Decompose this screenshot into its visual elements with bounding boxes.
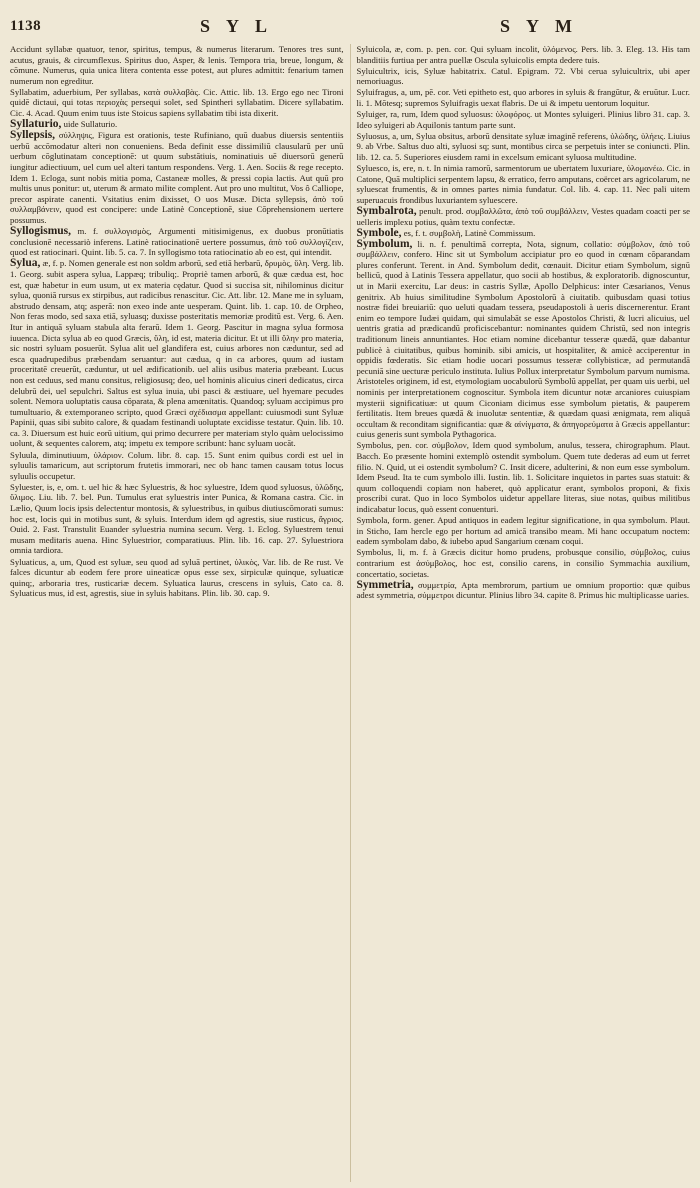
entry-text: Syluosus, a, um, Sylua obsitus, arborū densitate syluæ imaginē referens, ὑλώδης, ὑλήεις. Liuius 9. ab Vrbe. Saltus duo alti, syluosi sq; sunt, montibus circa se perpetuis inter se coniuncti. Plin. lib. 12. ca. 5. Superiores eiusdem rami in excelsum emicant syluosa multitudine. (356, 130, 690, 162)
running-head (10, 14, 690, 40)
entry-headword: Syllogismus, (10, 225, 72, 238)
dictionary-entry (356, 66, 690, 87)
dictionary-entry (10, 130, 344, 225)
entry-text: Syluicultrix, icis, Syluæ habitatrix. Catul. Epigram. 72. Vbi cerua syluicultrix, ubi aper nemoriuagus. (356, 65, 690, 87)
entry-text: σύλληψις, Figura est orationis, teste Rufiniano, quū duabus diuersis sententiis uerbū accōmodatur alteri non conueniens. Beda definit esse dissimiliū clausularū per unū uerbum cōglutinatam conceptionē: ut quum substātiuis, nominatiuis uē diuersorū generū iungitur adiectiuum, uel cum uel alteri tantum respondens. Verg. 1. Aen. Sociis & rege recepto. Idem 1. Ecloga, sunt nobis mitia poma, Castaneæ molles, & pressi copia lactis. Aut quū pro multis unus ponitur: ut, uterum & armato milite complent. Aut pro uno multitut, Vos ô Calliope, precor aspirate canenti. Vsitatius enim dixisset, O uos Musæ. Dicta syllepsis, ἀπὸ τοῦ συλλαμβάνειν, quod est concipere: unde Latinè Conceptionē, siue Cōprehensionem uertere possumus. (10, 130, 344, 225)
entry-text: uide Sullaturio. (63, 119, 118, 130)
entry-headword: Syllepsis, (10, 129, 56, 142)
dictionary-entry (356, 440, 690, 514)
entry-headword: Symmetria, (356, 578, 414, 591)
left-column (10, 44, 344, 1182)
dictionary-entry (10, 226, 344, 258)
entry-text: æ, f. p. Nomen generale est non soldm arborū, sed etiā herbarū, δρυμὸς, ὕλη. Verg. lib. 1. Georg. subit aspera sylua, Lappæq; tribuliq;. Propriè tamen arborū, & quæ cædua est, hoc est, quæ habetur in eum usum, ut ex materia cędatur. Quod si succisa sit, nihilominus dicitur sylua, quoniā rursus ex stirpibus, aut radicibus renascitur. Cic. Att. libr. 12. Mane me in syluam, abstrudo densam, atq; asperā: non exeo inde ante uesperam. Quint. lib. 1. cap. 10. de Orpheo, Non feras modo, sed saxa etiā, syluasq; duxisse posteritatis memoriæ proditū est. Verg. 6. Aen. Itur in antiquā syluam stabula alta ferarū. Idem 1. Georg. Pascitur in magna sylua formosa iuuenca. Dicta sylua ab eo quod Græcis, ὕλη, id est, materia dicitur. Et ut illi ὕλην pro materia, sic nostri syluam posuerūt. Sylua alit uel glandifera est, cuius arbores non cæduntur, sed ad esca quadrupedibus præbendam seruantur: aut cædua, q in ca arbores, quum ad iustam proceritatē creuerūt, cæduntur, ut uel ædificationib. uel aliis usibus materia præbeant. Lucus non est ceduus, sed manu consitus, religiosusq; deo, uel hominis alicuius cineri dedicatus, circa delubrū dei, uel sepulchri. Saltus est sylua inuia, ubi pasci & æstiuare, uel hyemare pecudes solent. Nemora uoluptatis causa cōparata, & plena amœnitatis. Quandoq; syluam accipimus pro tumultuario, & extemporaneo scripto, quod Græci σχέδιασμα appellant: cuiusmodi sunt Syluæ Papinii, quas sibi subito calore, & quadam festinandi uoluptate excidisse testatur. Quin. lib. 10. ca. 3. Diuersum est huic eorū uitium, qui primo decurrere per materiam stylo quàm uelocissimo uolunt, & sequentes calorem, atq; impetu ex tempore scribunt: hanc syluam uocāt. (10, 258, 344, 449)
entry-headword: Symbalrota, (356, 204, 417, 217)
entry-text: Syluifragus, a, um, pē. cor. Veti epitheto est, quo arbores in syluis & frangūtur, & eruūtur. Lucr. li. 1. Mōtesq; supremos Syluifragis uexat flabris. De ui & impetu uentorum loquitur. (356, 87, 690, 108)
running-head-right-word: SYM (500, 16, 588, 36)
entry-text: Syluula, diminutiuum, ὑλάριον. Colum. libr. 8. cap. 15. Sunt enim quibus cordi est uel in syluulis tamaricum, aut scriptorum frutetis immorari, nec ob hanc tamen causam totus locus syluulis occupetur. (10, 449, 344, 481)
entry-text: li. n. f. penultimā correpta, Nota, signum, collatio: σύμβολον, ἀπὸ τοῦ συμβάλλειν, confero. Hinc sit ut Symbolum accipiatur pro eo quod in cœnam cōparandam plures conferunt. Terent. in And. Symbolum dedit, cœnauit. Dicitur etiam Symbolum, signū bellicū, quod à Latinis Tessera appellatur, quo socii ab hostibus, & exploratorib. dignoscuntur, ut in Marii exercitu, Lar deus: in castris Syllæ, Apollo Delphicus: inter Cæsarianos, Venus genitrix. Ab huius similitudine Symbolum Apostolorū à ciuitatib. quibusdam quasi totius nostræ fidei breuiariū: quo ueluti quadam tessera, pseudapostoli à ueris discernerentur. Erant enim eo tempore Iudæi quidam, qui simulabāt se esse Apostolos Christi, & lucri alicuius, uel uentris gratia ad prædicandū proficiscebantur: nominantes quidem Christū, sed non integris traditionum lineis annuntiantes. Hoc etiam nomine dicebantur tesseræ quædā, quæ dabantur publicè à ciuitatibus, quibus hominib. sibi amicis, ut hospitaliter, & amicè acciperentur in oppidis fœderatis. Sic etiam hodie uocari possumus tesseræ collybisticæ, ad permutandā pecuniā sine uecturæ periculo instituta. Iulius Pollux interpretatur Symbolum parvum numisma. Aristoteles originem, id est, etymologiam uocabulorū Symbolū appellat, per quam uis uerbi, uel nominis per interpretationem cognoscitur. Symbola item dicuntur notæ arcaniores cuiuspiam mysterii significatiuæ: ut quum Ciconiam dicimus esse symbolum pietatis, & pauperem fertilitatis. Item breues quædā & inuolutæ sententiæ, & quædam quasi ænigmata, rem aliquā occultam & reconditam significantia: quæ & αἰνίγματα, & ἀπηγορεύματα à Græcis appellantur: cuius generis sunt symbola Pythagorica. (356, 238, 690, 440)
two-column-body (10, 44, 690, 1182)
dictionary-entry (356, 131, 690, 163)
entry-text: Symbolus, pen. cor. σύμβολον, Idem quod symbolum, anulus, tessera, chirographum. Plaut. Bacch. Eo præsente homini extemplò ostendit symbolum. Quem tute dederas ad eum ut ferret filio. N. Quid, ut ei ostendit symbolum? C. Insit dicere, adulterini, & non eum esse symbolum. Idem Pseud. Ita te cum symbolo illi. Iustin. lib. 1. Solicitare inquietos in partes suas statuit: & quum colloquendi copiam non haberet, quò applicatur erant, symbolos proponi, & fixis proscribi curat. Quo in loco Symbolos uidetur appellare literas, siue notas, quibus militibus indicabatur locus, quò essent conuenturi. (356, 440, 690, 515)
page-number: 1138 (10, 18, 42, 34)
dictionary-entry (10, 557, 344, 599)
dictionary-entry (10, 44, 344, 86)
dictionary-entry (10, 450, 344, 482)
dictionary-entry (10, 482, 344, 556)
column-divider (350, 44, 351, 1182)
dictionary-entry (356, 163, 690, 205)
dictionary-entry (356, 109, 690, 130)
entry-text: Syluiger, ra, rum, Idem quod syluosus: ὑλοφόρος. ut Montes syluigeri. Plinius libro 31. cap. 3. Ideo syluigeri ab Aquilonis tantum parte sunt. (356, 109, 690, 130)
entry-headword: Sylua, (10, 257, 41, 270)
dictionary-entry (356, 547, 690, 579)
entry-text: es, f. t. συμβολὴ, Latinè Commissum. (403, 227, 536, 238)
entry-text: Syluester, is, e, om. t. uel hic & hæc Syluestris, & hoc syluestre, Idem quod syluosus, ὑλῶδης, ὕλιμος. Liu. lib. 7. bel. Pun. Tumulus erat syluestris inter Punica, & Romana castra. Cic. in Lælio, Quum locis ipsis delectentur montosis, & syluestribus, in quibus diutiuscōmorati sumus: hoc est, locis qui in motibus sunt, & syluis. Interdum idem qd agrestis, siue rusticus, ἄγριος. Ouid. 2. Fast. Transtulit Euander syluestria numina secum. Verg. 1. Eclog. Syluestrem tenui musam meditaris auena. Hinc Syluestrior, comparatiuus. Plin. lib. 16. cap. 27. Syluestriora omnia tardiora. (10, 481, 344, 556)
right-column (356, 44, 690, 1182)
dictionary-entry (10, 258, 344, 449)
entry-text: m. f. συλλογισμὸς, Argumenti mitisimigenus, ex duobus pronūtiatis conclusionē necessariò inferens. Latinè ratiocinationē uertere possumus, ἀπὸ τοῦ συλλογίζειν, quod est ratiocinari. Quint. lib. 5. ca. 7. In syllogismo tota ratiocinatio ab eo est, qui intendit. (10, 226, 344, 258)
dictionary-entry (356, 44, 690, 65)
entry-headword: Symbole, (356, 226, 402, 239)
entry-text: Accidunt syllabæ quatuor, tenor, spiritus, tempus, & numerus literarum. Tenores tres sunt, acutus, grauis, & circumflexus. Spiritus duo, Asper, & lenis. Tempora tria, breue, longum, & cōmune. Numerus, quia unica litera contenta esse potest, aut plures admittit: fenarium tamen numerum non egreditur. (10, 44, 344, 86)
entry-text: Syllabatim, aduerbium, Per syllabas, κατὰ συλλαβὰς. Cic. Attic. lib. 13. Ergo ego nec Tironi quidē dictaui, qui totas περιοχὰς persequi solet, sed Spintheri syllabatim. Dicere syllabatim. Cic. 4. Acad. Quum enim tuus iste Stoicus sapiens syllabatim tibi ista dixerit. (10, 86, 344, 119)
dictionary-entry (356, 206, 690, 227)
entry-text: Syluaticus, a, um, Quod est syluæ, seu quod ad syluā pertinet, ὑλικὸς, Var. lib. de Re rust. Ve falces dicuntur ab eodem fere prore uineaticæ opus esse sex, sirpiculæ quinque, syluaticæ quinq;, arboraria tres, rusticariæ decem. Syluatica laurus, crescens in syluis, Cato ca. 8. Syluaticus mus, id est, agrestis, siue in syluis habitans. Plin. lib. 30. cap. 9. (10, 556, 344, 599)
dictionary-entry (356, 239, 690, 440)
entry-headword: Syllaturio, (10, 118, 62, 131)
dictionary-entry (356, 87, 690, 108)
dictionary-entry (356, 228, 690, 239)
dictionary-entry (10, 119, 344, 130)
running-head-left-word: SYL (200, 16, 284, 36)
entry-headword: Symbolum, (356, 237, 413, 250)
entry-text: συμμετρία, Apta membrorum, partium ue omnium proportio: quæ quibus adest symmetria, σύμμετροι dicuntur. Plinius libro 34. capite 8. Primus hic multiplicasse uaries. (356, 579, 690, 601)
entry-text: Syluicola, æ, com. p. pen. cor. Qui syluam incolit, ὑλόμενος. Pers. lib. 3. Eleg. 13. His tam blanditiis furtiua per antra puellæ Oscula syluicolis empta dedere tuis. (356, 44, 690, 65)
dictionary-entry (356, 515, 690, 547)
entry-text: penult. prod. συμβαλλῶτα, ἀπὸ τοῦ συμβάλλειν, Vestes quadam coacti per se uelleris implexu potius, quàm textu confectæ. (356, 205, 690, 227)
dictionary-entry (356, 580, 690, 601)
entry-text: Symbola, form. gener. Apud antiquos in eadem legitur significatione, in qua symbolum. Plaut. in Sticho, Iam hercle ego per hortum ad amicā transibo meam. Mi hanc occupatum noctem: eadem symbolam dabo, & iubebo apud Sangarium cœnam coqui. (356, 515, 690, 547)
entry-text: Symbolus, li, m. f. à Græcis dicitur homo prudens, probusque consilio, σύμβολος, cuius contrarium est ἀσύμβολος, hoc est, consilio carens, in consilio Symmachia auxilium, concertatio, societas. (356, 547, 690, 579)
dictionary-entry (10, 87, 344, 119)
entry-text: Syluesco, is, ere, n. t. In nimia ramorū, sarmentorum ue ubertatem luxuriare, ὑλομανέω. Cic. in Catone, Quā multiplici serpentem lapsu, & erratico, ferro amputans, coërcet ars agricolarum, ne syluescat frumentis, & in omnes partes nimia fundatur. Col. lib. 4. cap. 11. Nec pali uitem superuacuis frondibus luxuriantem syluescere. (356, 163, 690, 205)
